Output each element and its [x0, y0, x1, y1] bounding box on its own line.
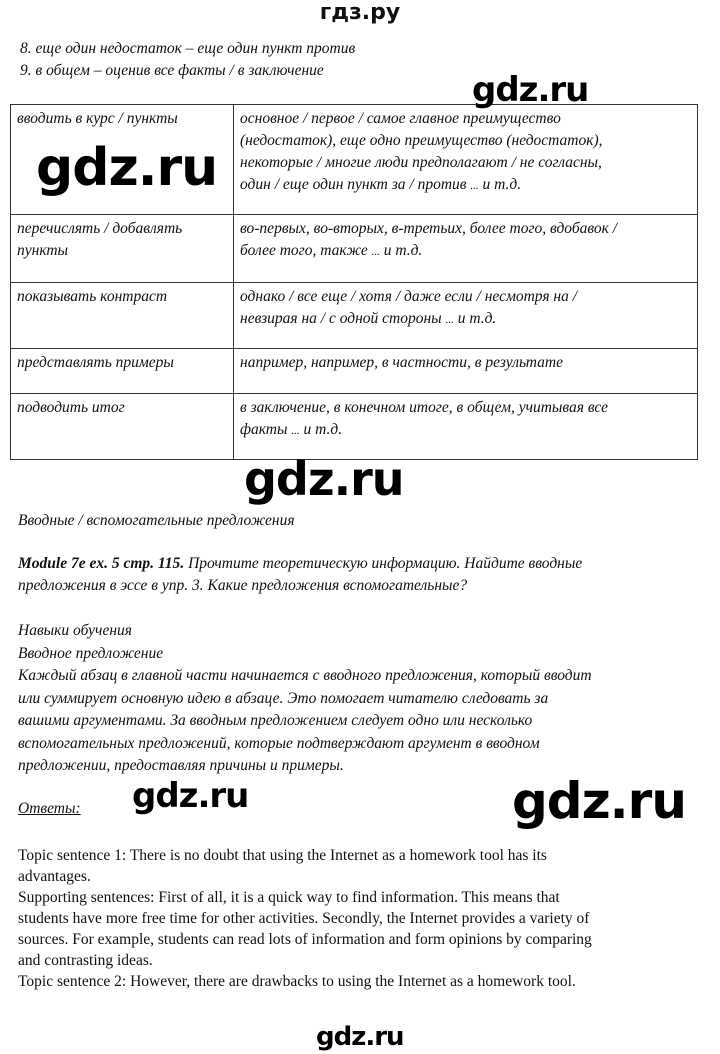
table-phrases: во-первых, во-вторых, в-третьих, более того, вдобавок / более того, также ... и т.д. — [234, 215, 698, 283]
watermark: gdz.ru — [36, 138, 218, 198]
site-header: гдз.ру — [319, 0, 401, 25]
table-term: показывать контраст — [11, 283, 234, 349]
answer-line: Supporting sentences: First of all, it is a quick way to find information. This means that — [18, 889, 560, 906]
theory-line: или суммирует основную идею в абзаце. Это помогает читателю следовать за — [18, 689, 549, 707]
watermark: gdz.ru — [132, 776, 249, 816]
table-row — [11, 215, 698, 283]
exercise-prompt: Module 7e ex. 5 стр. 115. Прочтите теоретическую информацию. Найдите вводные предложения в эссе в упр. 3. Какие предложения вспомогательные? — [18, 555, 583, 594]
answer-line: advantages. — [18, 868, 91, 885]
answer-line: students have more free time for other activities. Secondly, the Internet provides a variety of — [18, 910, 590, 927]
table-row — [11, 283, 698, 349]
theory-line: вашими аргументами. За вводным предложением следует одно или несколько — [18, 712, 533, 729]
table-term: представлять примеры — [11, 349, 234, 394]
theory-line: предложении, предоставляя причины и примеры. — [18, 757, 344, 774]
answer-line: sources. For example, students can read lots of information and form opinions by comparing — [18, 931, 592, 948]
watermark: gdz.ru — [472, 70, 589, 110]
watermark: gdz.ru — [244, 452, 404, 506]
section-title: Вводные / вспомогательные предложения — [18, 512, 295, 529]
answers-label: Ответы: — [18, 800, 81, 817]
table-term: перечислять / добавлять пункты — [11, 215, 234, 283]
intro-line-9: 9. в общем – оценив все факты / в заключение — [20, 62, 324, 79]
table-row — [11, 394, 698, 460]
theory-line: Каждый абзац в главной части начинается с вводного предложения, который вводит — [18, 667, 592, 684]
table-term: вводить в курс / пункты — [11, 105, 234, 215]
table-phrases: например, например, в частности, в результате — [234, 349, 698, 394]
answer-line: Topic sentence 1: There is no doubt that using the Internet as a homework tool has its — [18, 847, 547, 864]
table-phrases: в заключение, в конечном итоге, в общем, учитывая все факты ... и т.д. — [234, 394, 698, 460]
watermark: gdz.ru — [316, 1022, 404, 1052]
intro-line-8: 8. еще один недостаток – еще один пункт против — [20, 40, 356, 57]
table-phrases: однако / все еще / хотя / даже если / несмотря на / невзирая на / с одной стороны ... и т.д. — [234, 283, 698, 349]
theory-subheading: Вводное предложение — [18, 644, 164, 662]
theory-block — [18, 620, 718, 778]
exercise-ref: Module 7e ex. 5 стр. 115. — [18, 555, 185, 572]
table-phrases: основное / первое / самое главное преимущество (недостаток), еще одно преимущество (недостаток), некоторые / многие люди предполагают / не согласны, один / еще один пункт за / против ... и т.д. — [234, 105, 698, 215]
watermark: gdz.ru — [512, 772, 686, 830]
answers-block — [18, 845, 718, 992]
answer-line: Topic sentence 2: However, there are drawbacks to using the Internet as a homework tool. — [18, 973, 576, 990]
table-term: подводить итог — [11, 394, 234, 460]
theory-heading: Навыки обучения — [18, 622, 132, 639]
answer-line: and contrasting ideas. — [18, 952, 153, 969]
theory-line: вспомогательных предложений, которые подтверждают аргумент в вводном — [18, 734, 540, 752]
table-row — [11, 349, 698, 394]
